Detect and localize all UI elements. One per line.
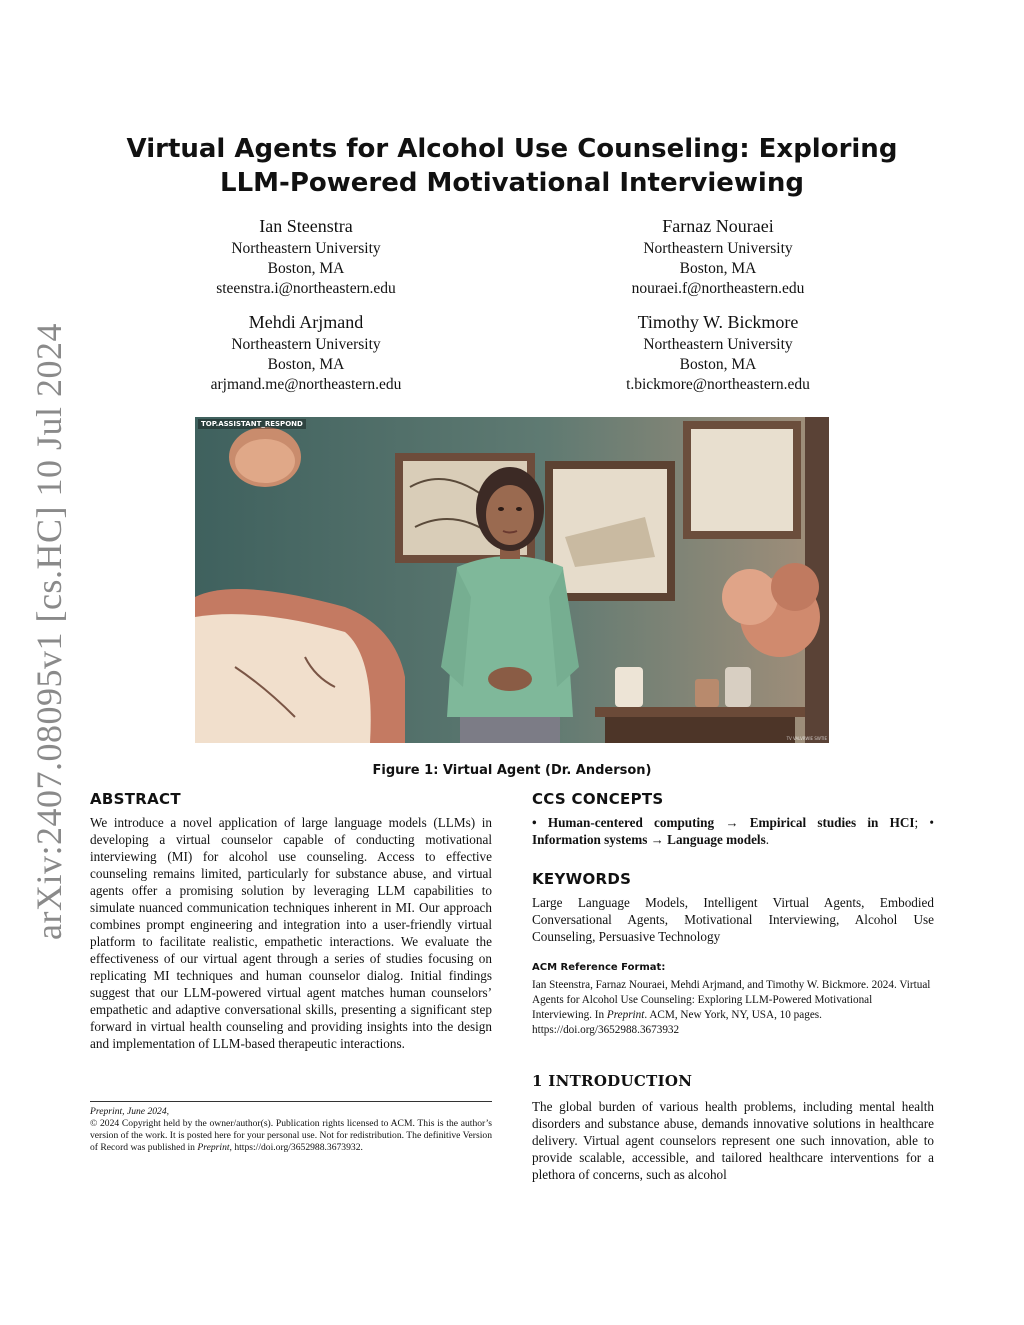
copyright-footnote — [90, 1106, 492, 1154]
author-block-2 — [558, 214, 878, 299]
ccs-separator: ; • — [914, 815, 934, 830]
footnote-venue-italic: Preprint — [197, 1142, 230, 1153]
author-email: steenstra.i@northeastern.edu — [216, 280, 396, 297]
author-affiliation: Northeastern University — [643, 336, 793, 353]
author-email: arjmand.me@northeastern.edu — [210, 376, 402, 393]
abstract-text: We introduce a novel application of large language models (LLMs) in developing a virtual counselor capable of conducting motivational interviewing (MI) for alcohol use counseling. Access to effective counseling remains limited, particularly for substance abuse, and virtual agents offer a promising solution by leveraging LLM capabilities to simulate nuanced communication techniques inherent in MI. Our approach combines prompt engineering and integration into a user-friendly virtual platform to facilitate realistic, empathetic interactions. We evaluate the effectiveness of our virtual agent through a series of studies focusing on replicating MI techniques and human counselor dialog. Initial findings suggest that our LLM-powered virtual agent matches human counselors’ empathetic and adaptive conversational skills, presenting a significant step forward in virtual health counseling and providing insights into the design and implementation of LLM-based therapeutic interactions. — [90, 815, 492, 1051]
virtual-agent-illustration — [195, 417, 829, 743]
keywords-heading: KEYWORDS — [532, 870, 632, 888]
paper-title — [90, 132, 934, 200]
overlay-tag: TOP.ASSISTANT_RESPOND — [198, 419, 306, 429]
virtual-agent-figure — [195, 417, 829, 743]
author-affiliation: Northeastern University — [231, 240, 381, 257]
ccs-heading: CCS CONCEPTS — [532, 790, 664, 808]
introduction-heading: 1 INTRODUCTION — [532, 1072, 693, 1090]
acm-ref-tail: . ACM, New York, NY, USA, 10 pages. https://doi.org/3652988.3673932 — [532, 1009, 822, 1036]
acm-ref-text: Ian Steenstra, Farnaz Nouraei, Mehdi Arjmand, and Timothy W. Bickmore. 2024. Virtual Agents for Alcohol Use Counseling: Exploring LLM-Powered Motivational Interviewing. In — [532, 979, 931, 1021]
ccs-item-2: Information systems → Language models — [532, 832, 766, 847]
figure-caption: Figure 1: Virtual Agent (Dr. Anderson) — [372, 763, 652, 778]
abstract-heading: ABSTRACT — [90, 790, 181, 808]
acm-ref-heading: ACM Reference Format: — [532, 962, 666, 973]
author-name: Farnaz Nouraei — [662, 216, 774, 236]
author-name: Mehdi Arjmand — [248, 312, 364, 332]
ccs-end: . — [765, 832, 770, 847]
keywords-text: Large Language Models, Intelligent Virtual Agents, Embodied Conversational Agents, Motivational Interviewing, Alcohol Use Counseling, Persuasive Technology — [532, 895, 934, 944]
author-affiliation: Northeastern University — [231, 336, 381, 353]
author-location: Boston, MA — [679, 260, 757, 277]
ccs-item-1: • Human-centered computing → Empirical studies in HCI — [532, 815, 915, 830]
author-block-1 — [146, 214, 466, 299]
author-block-4 — [558, 310, 878, 395]
author-location: Boston, MA — [679, 356, 757, 373]
footnote-copyright: © 2024 Copyright held by the owner/author(s). Publication rights licensed to ACM. This is the author’s version of the work. It is posted here for your personal use. Not for redistribution. The definitive Version of Record was published in — [90, 1118, 492, 1153]
figure-watermark: TV VALVRWIE SWTIE — [786, 736, 827, 741]
author-name: Timothy W. Bickmore — [637, 312, 799, 332]
footnote-doi: , https://doi.org/3652988.3673932. — [229, 1142, 363, 1153]
author-location: Boston, MA — [267, 260, 345, 277]
footnote-divider — [90, 1101, 492, 1102]
author-name: Ian Steenstra — [259, 216, 353, 236]
author-block-3 — [146, 310, 466, 395]
acm-reference — [532, 978, 934, 1038]
arxiv-identifier: arXiv:2407.08095v1 [cs.HC] 10 Jul 2024 — [29, 323, 69, 940]
title-line-1: Virtual Agents for Alcohol Use Counseling: Exploring — [126, 134, 898, 164]
author-email: nouraei.f@northeastern.edu — [631, 280, 805, 297]
acm-ref-venue: Preprint — [606, 1009, 645, 1021]
title-line-2: LLM-Powered Motivational Interviewing — [220, 168, 804, 198]
footnote-venue: Preprint, June 2024, — [90, 1106, 170, 1117]
author-affiliation: Northeastern University — [643, 240, 793, 257]
author-email: t.bickmore@northeastern.edu — [626, 376, 810, 393]
ccs-concepts — [532, 814, 934, 848]
author-location: Boston, MA — [267, 356, 345, 373]
introduction-text: The global burden of various health problems, including mental health disorders and substance abuse, demands innovative solutions in healthcare delivery. Virtual agent counselors represent one such innovation, able to provide scalable, accessible, and tailored healthcare interventions for a plethora of concerns, such as alcohol — [532, 1099, 934, 1182]
